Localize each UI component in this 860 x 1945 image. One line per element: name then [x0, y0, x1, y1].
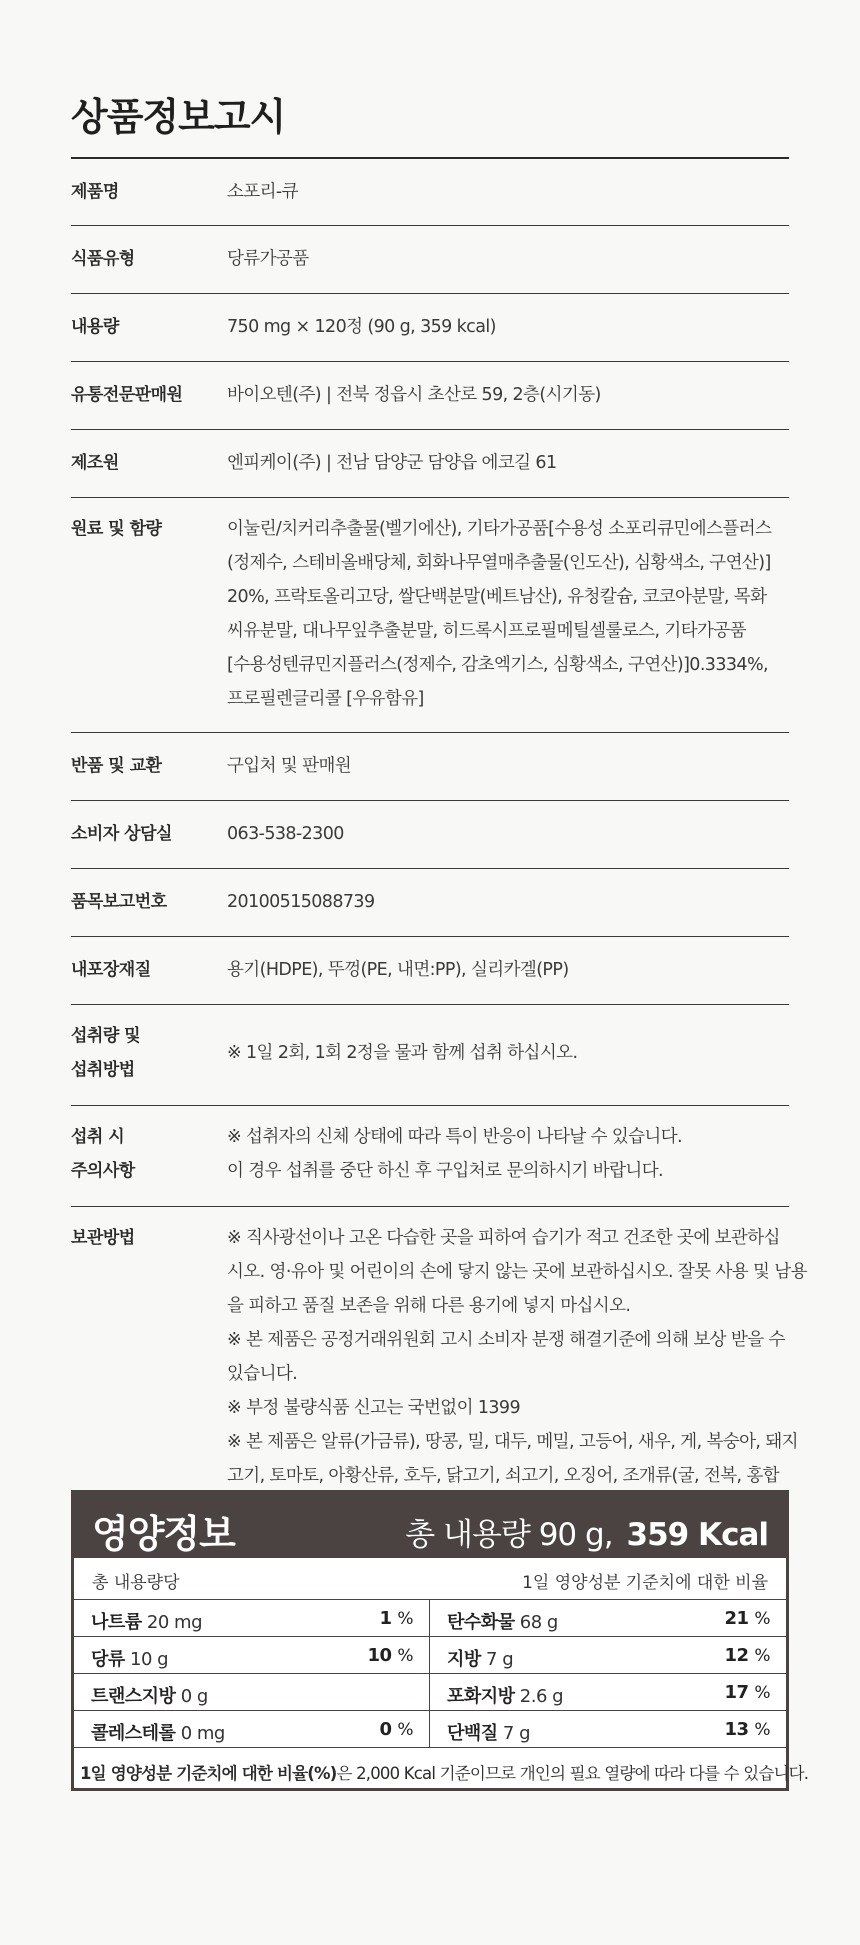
nutrient-percent-value: 13: [724, 1719, 749, 1740]
info-label-line: 소비자 상담실: [71, 824, 172, 844]
nutrient-percent-unit: %: [754, 1683, 770, 1703]
nutrient-amount: 68 g: [519, 1612, 558, 1633]
info-value-line: ※ 본 제품은 알류(가금류), 땅콩, 밀, 대두, 메밀, 고등어, 새우, 게, 복숭아, 돼지: [227, 1432, 798, 1452]
info-row: [71, 1206, 807, 1537]
info-label-line: 섭취 시: [71, 1127, 125, 1147]
info-row: [71, 361, 789, 429]
info-value: [227, 242, 789, 293]
product-info-table: [71, 157, 807, 1537]
info-value-line: ※ 직사광선이나 고온 다습한 곳을 피하여 습기가 적고 건조한 곳에 보관하십: [227, 1228, 780, 1248]
nutrient-name: [91, 1645, 168, 1671]
info-value-line: 이 경우 섭취를 중단 하신 후 구입처로 문의하시기 바랍니다.: [227, 1161, 663, 1181]
info-value: [227, 310, 789, 361]
info-value: [227, 175, 789, 225]
info-row: [71, 732, 789, 800]
info-label: [71, 953, 227, 1004]
info-row: [71, 868, 789, 936]
info-label: [71, 1019, 227, 1105]
nutrient-amount: 10 g: [130, 1649, 169, 1670]
info-value: [227, 749, 789, 800]
nutrient-percent-value: 21: [724, 1608, 749, 1629]
info-label-line: 내용량: [71, 317, 119, 337]
info-label: [71, 175, 227, 225]
info-label-line: 제조원: [71, 453, 119, 473]
info-value-line: 구입처 및 판매원: [227, 756, 352, 776]
info-label: [71, 378, 227, 429]
info-row: [71, 293, 789, 361]
nutrition-foot-rest: 은 2,000 Kcal 기준이므로 개인의 필요 열량에 따라 다를 수 있습니다.: [336, 1764, 809, 1783]
nutrition-title: 영양정보: [92, 1512, 235, 1556]
nutrient-label: 단백질: [447, 1723, 498, 1744]
nutrient-row: [430, 1600, 786, 1637]
info-row: [71, 1105, 789, 1206]
nutrient-percent: [725, 1719, 771, 1740]
nutrient-label: 포화지방: [447, 1686, 515, 1707]
info-value: [227, 885, 789, 936]
info-label: [71, 749, 227, 800]
nutrient-percent: [725, 1645, 771, 1666]
nutrient-row: [74, 1711, 429, 1748]
nutrient-row: [74, 1600, 429, 1637]
nutrient-percent-unit: %: [397, 1720, 413, 1740]
nutrition-header: [74, 1493, 786, 1558]
nutrient-name: [447, 1682, 563, 1708]
info-label: [71, 446, 227, 497]
nutrient-percent-value: 1: [379, 1608, 392, 1629]
nutrition-total: [405, 1509, 768, 1554]
info-label-line: 섭취량 및: [71, 1026, 141, 1046]
info-value-line: 프로필렌글리콜 [우유함유]: [227, 689, 424, 709]
nutrient-percent-value: 17: [724, 1682, 749, 1703]
info-value-line: 시오. 영·유아 및 어린이의 손에 닿지 않는 곳에 보관하십시오. 잘못 사용 및 남용: [227, 1262, 807, 1282]
nutrient-label: 지방: [447, 1649, 481, 1670]
nutrient-percent: [368, 1645, 414, 1666]
info-label: [71, 1120, 227, 1206]
info-label-line: 원료 및 함량: [71, 519, 162, 539]
info-row: [71, 429, 789, 497]
info-value-line: ※ 부정 불량식품 신고는 국번없이 1399: [227, 1398, 520, 1418]
nutrient-name: [91, 1682, 208, 1708]
info-label: [71, 817, 227, 868]
info-label: [71, 512, 227, 732]
nutrition-panel: [71, 1490, 809, 1791]
info-value: [227, 512, 789, 732]
nutrition-column-right: [430, 1600, 786, 1748]
info-value-line: 20%, 프락토올리고당, 쌀단백분말(베트남산), 유청칼슘, 코코아분말, 목화: [227, 587, 767, 607]
nutrient-row: [430, 1637, 786, 1674]
info-value-line: 고기, 토마토, 아황산류, 호두, 닭고기, 쇠고기, 오징어, 조개류(굴, 전복, 홍합: [227, 1466, 780, 1486]
nutrient-percent-value: 10: [367, 1645, 392, 1666]
nutrient-amount: 0 g: [180, 1686, 208, 1707]
nutrition-column-left: [74, 1600, 430, 1748]
info-label-line: 섭취방법: [71, 1060, 135, 1080]
nutrition-subheader: [74, 1558, 786, 1600]
info-value-line: 20100515088739: [227, 892, 375, 912]
nutrient-amount: 7 g: [486, 1649, 514, 1670]
info-label-line: 품목보고번호: [71, 892, 167, 912]
nutrient-name: [91, 1719, 225, 1745]
info-label-line: 내포장재질: [71, 960, 151, 980]
info-value-line: 있습니다.: [227, 1364, 298, 1384]
info-row: [71, 157, 789, 225]
info-value-line: ※ 섭취자의 신체 상태에 따라 특이 반응이 나타날 수 있습니다.: [227, 1127, 683, 1147]
info-value-line: 바이오텐(주) | 전북 정읍시 초산로 59, 2층(시기동): [227, 385, 601, 405]
info-label-line: 주의사항: [71, 1161, 135, 1181]
info-label-line: 보관방법: [71, 1228, 135, 1248]
nutrient-row: [74, 1674, 429, 1711]
nutrient-amount: 0 mg: [180, 1723, 225, 1744]
info-label-line: 제품명: [71, 182, 119, 202]
info-value-line: 당류가공품: [227, 249, 309, 269]
info-value-line: (정제수, 스테비올배당체, 회화나무열매추출물(인도산), 심황색소, 구연산)]: [227, 553, 771, 573]
info-value: [227, 378, 789, 429]
nutrient-percent-value: 0: [379, 1719, 392, 1740]
nutrient-label: 당류: [91, 1649, 125, 1670]
nutrient-amount: 20 mg: [146, 1612, 202, 1633]
info-label-line: 유통전문판매원: [71, 385, 183, 405]
info-value: [227, 953, 789, 1004]
nutrient-percent-unit: %: [397, 1609, 413, 1629]
nutrient-percent: [380, 1719, 413, 1740]
info-value-line: 063-538-2300: [227, 824, 344, 844]
info-value: [227, 1120, 789, 1206]
info-label: [71, 885, 227, 936]
nutrient-name: [447, 1719, 530, 1745]
info-value-line: 을 피하고 품질 보존을 위해 다른 용기에 넣지 마십시오.: [227, 1296, 631, 1316]
nutrition-foot-bold: 1일 영양성분 기준치에 대한 비율(%): [80, 1764, 337, 1783]
info-value: [227, 1221, 807, 1527]
nutrition-total-label: 총 내용량 90 g,: [405, 1517, 613, 1553]
nutrient-percent-unit: %: [754, 1646, 770, 1666]
info-value-line: [수용성텐큐민지플러스(정제수, 감초엑기스, 심황색소, 구연산)]0.3334%,: [227, 655, 768, 675]
info-value: [227, 817, 789, 868]
page-title: 상품정보고시: [71, 95, 286, 139]
nutrient-percent-unit: %: [754, 1720, 770, 1740]
nutrient-label: 콜레스테롤: [91, 1723, 176, 1744]
nutrient-label: 트랜스지방: [91, 1686, 176, 1707]
nutrient-percent: [725, 1608, 771, 1629]
info-row: [71, 1004, 789, 1105]
info-label: [71, 1221, 227, 1527]
nutrient-name: [91, 1608, 202, 1634]
info-value-line: 용기(HDPE), 뚜껑(PE, 내면:PP), 실리카겔(PP): [227, 960, 569, 980]
nutrition-sub-left: 총 내용량당: [92, 1573, 180, 1593]
info-row: [71, 497, 789, 732]
nutrient-name: [447, 1608, 558, 1634]
nutrition-total-kcal: 359 Kcal: [626, 1517, 768, 1553]
info-value-line: 소포리-큐: [227, 182, 298, 202]
nutrient-percent-unit: %: [754, 1609, 770, 1629]
nutrient-label: 탄수화물: [447, 1612, 515, 1633]
info-value-line: 씨유분말, 대나무잎추출분말, 히드록시프로필메틸셀룰로스, 기타가공품: [227, 621, 746, 641]
nutrient-percent-value: 12: [724, 1645, 749, 1666]
nutrition-sub-right: 1일 영양성분 기준치에 대한 비율: [522, 1573, 768, 1593]
info-value-line: 이눌린/치커리추출물(벨기에산), 기타가공품[수용성 소포리큐민에스플러스: [227, 519, 772, 539]
nutrient-row: [74, 1637, 429, 1674]
nutrient-label: 나트륨: [91, 1612, 142, 1633]
info-label: [71, 242, 227, 293]
nutrition-grid: [74, 1600, 786, 1748]
nutrient-percent: [725, 1682, 771, 1703]
info-value: [227, 1019, 789, 1105]
info-value-line: ※ 1일 2회, 1회 2정을 물과 함께 섭취 하십시오.: [227, 1043, 578, 1063]
info-label-line: 식품유형: [71, 249, 135, 269]
info-value-line: 750 mg × 120정 (90 g, 359 kcal): [227, 317, 496, 337]
nutrient-percent: [380, 1608, 413, 1629]
nutrient-row: [430, 1711, 786, 1748]
info-value-line: 엔피케이(주) | 전남 담양군 담양읍 에코길 61: [227, 453, 557, 473]
info-row: [71, 800, 789, 868]
info-label-line: 반품 및 교환: [71, 756, 162, 776]
nutrient-amount: 2.6 g: [519, 1686, 564, 1707]
info-value-line: ※ 본 제품은 공정거래위원회 고시 소비자 분쟁 해결기준에 의해 보상 받을 수: [227, 1330, 785, 1350]
info-row: [71, 225, 789, 293]
info-row: [71, 936, 789, 1004]
nutrient-name: [447, 1645, 513, 1671]
info-value: [227, 446, 789, 497]
nutrition-footnote: [74, 1748, 809, 1792]
info-label: [71, 310, 227, 361]
nutrient-percent-unit: %: [397, 1646, 413, 1666]
nutrient-amount: 7 g: [502, 1723, 531, 1744]
nutrient-row: [430, 1674, 786, 1711]
